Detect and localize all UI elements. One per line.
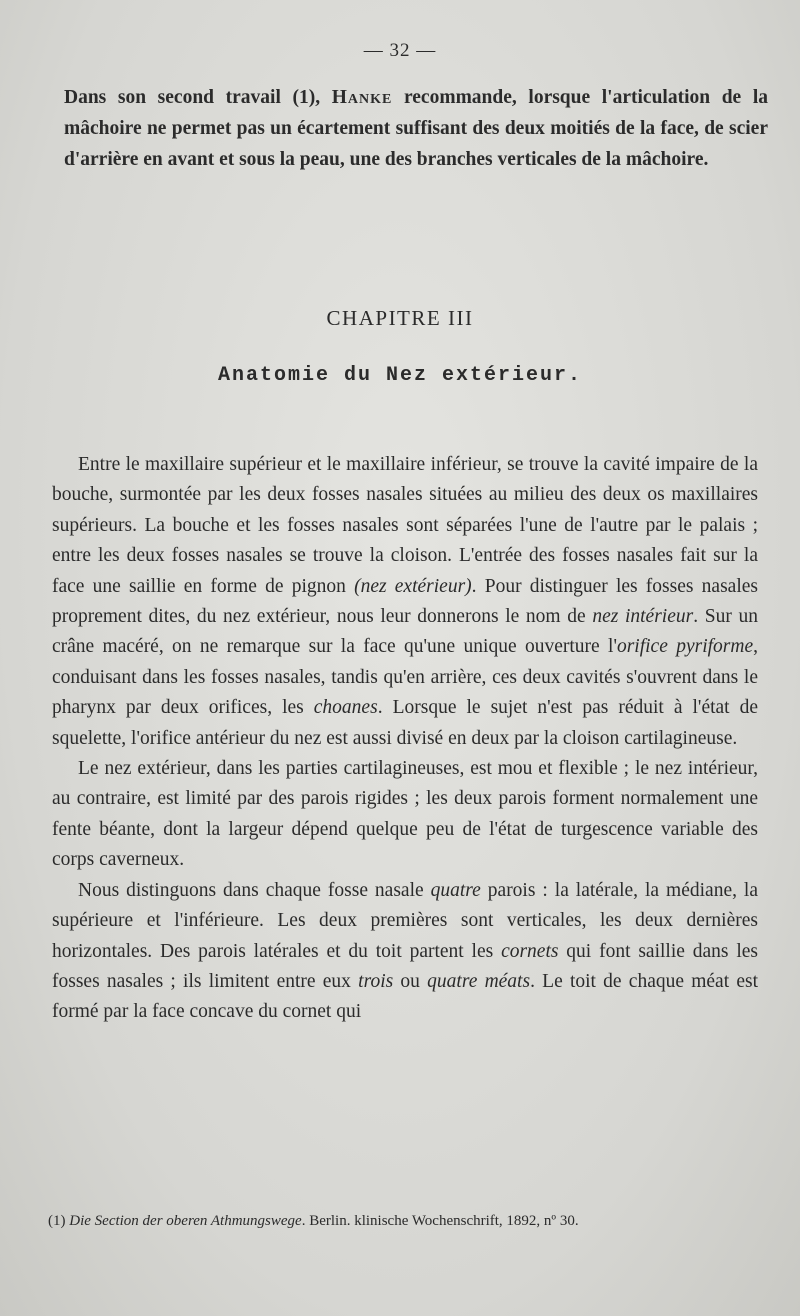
text-run: . Pour distinguer les fosses nasales proprement dites, du nez extérieur, nous leur donnerons le nom de (52, 575, 758, 628)
footnote (48, 1210, 758, 1232)
chapter-title: CHAPITRE III (326, 306, 474, 330)
footnote-marker: (1) (48, 1213, 70, 1229)
footnote-text: . Berlin. klinische Wochenschrift, 1892, nº 30. (301, 1213, 579, 1229)
italic-term: choanes (313, 697, 378, 719)
author-name: Hanke (331, 87, 393, 108)
page-number: — 32 — (363, 40, 437, 61)
paragraph-2: Le nez extérieur, dans les parties cartilagineuses, est mou et flexible ; le nez intérieur, au contraire, est limité par des parois rigides ; les deux parois forment normalement une fente béante, dont la largeur dépend quelque peu de l'état de turgescence variable des corps caverneux. (52, 758, 758, 871)
text-run: ou (393, 970, 428, 992)
text-run: . Sur un crâne macéré, on ne remarque sur la face qu'une unique ouverture l' (52, 606, 758, 658)
text-run: qui font saillie dans les fosses nasales ; ils limitent entre eux (52, 940, 758, 992)
intro-text-1: Dans son second travail (1), (64, 87, 332, 108)
text-run: . Le toit de chaque méat est formé par la face concave du cornet qui (52, 970, 759, 1023)
intro-text-2: recommande, lorsque l'articulation de la mâchoire ne permet pas un écartement suffisant des deux moitiés de la face, de scier d'arrière en avant et sous la peau, une des branches verticales de la mâchoire. (64, 87, 768, 170)
intro-paragraph (64, 82, 768, 175)
text-run: Nous distinguons dans chaque fosse nasale (78, 879, 431, 901)
italic-term: trois (358, 970, 394, 992)
italic-term: orifice pyriforme (616, 636, 754, 658)
body-text (52, 450, 758, 1028)
italic-term: quatre (430, 879, 481, 901)
italic-term: cornets (501, 940, 559, 962)
italic-term: (nez extérieur) (354, 575, 472, 597)
text-run: parois : la latérale, la médiane, la supérieure et l'inférieure. Les deux premières sont verticales, les deux dernières horizontales. Des parois latérales et du toit partent les (52, 879, 759, 962)
text-run: Entre le maxillaire supérieur et le maxillaire inférieur, se trouve la cavité impaire de la bouche, surmontée par les deux fosses nasales situées au milieu des deux os maxillaires supérieurs. La bouche et les fosses nasales sont séparées l'une de l'autre par le palais ; entre les deux fosses nasales se trouve la cloison. L'entrée des fosses nasales fait sur la face une saillie en forme de pignon (52, 454, 758, 597)
italic-term: nez intérieur (592, 606, 694, 628)
text-run: , conduisant dans les fosses nasales, tandis qu'en arrière, ces deux cavités s'ouvrent dans le pharynx par deux orifices, les (52, 636, 758, 719)
italic-term: quatre méats (427, 970, 531, 992)
footnote-title: Die Section der oberen Athmungswege (69, 1213, 302, 1229)
paragraph-3 (52, 876, 758, 1028)
paragraph-1 (52, 450, 758, 754)
text-run: . Lorsque le sujet n'est pas réduit à l'état de squelette, l'orifice antérieur du nez est aussi divisé en deux par la cloison cartilagineuse. (52, 697, 759, 749)
chapter-subtitle: Anatomie du Nez extérieur. (217, 364, 583, 387)
